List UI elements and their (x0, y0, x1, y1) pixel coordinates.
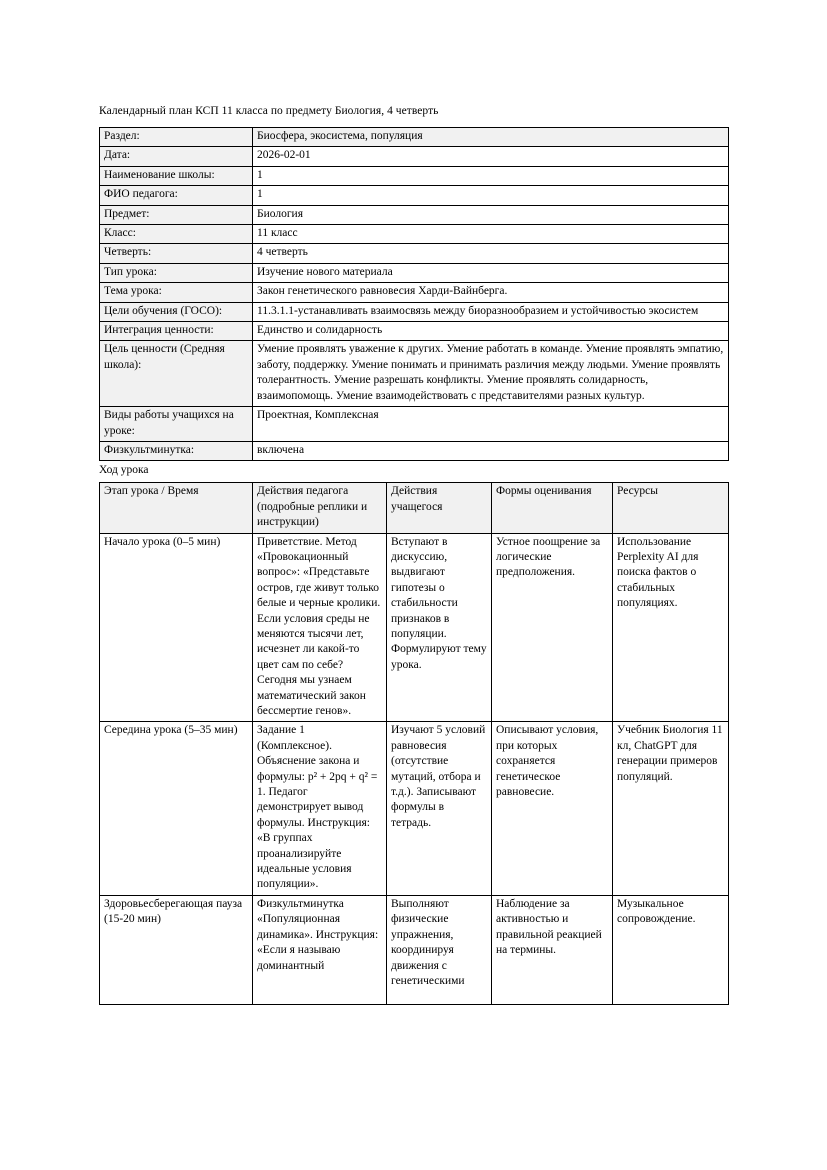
info-value: Умение проявлять уважение к других. Умение работать в команде. Умение проявлять эмпатию, заботу, поддержку. Умение понимать и принимать различия между людьми. Умение проявлять толерантность. Умение разрешать конфликты. Умение проявлять солидарность, взаимопомощь. Умение взаимодействовать с представителями разных культур. (253, 341, 729, 407)
cell-assessment: Наблюдение за активностью и правильной реакцией на термины. (492, 895, 613, 1004)
info-label: Тип урока: (100, 263, 253, 282)
info-value: 4 четверть (253, 244, 729, 263)
info-value: Биосфера, экосистема, популяция (253, 128, 729, 147)
table-row (100, 722, 729, 895)
cell-resources: Использование Perplexity AI для поиска фактов о стабильных популяциях. (613, 533, 729, 722)
info-label: Цели обучения (ГОСО): (100, 302, 253, 321)
info-value: 11.3.1.1-устанавливать взаимосвязь между биоразнообразием и устойчивостью экосистем (253, 302, 729, 321)
info-label: Предмет: (100, 205, 253, 224)
info-value: Закон генетического равновесия Харди-Вайнберга. (253, 283, 729, 302)
info-label: Четверть: (100, 244, 253, 263)
info-value: 11 класс (253, 225, 729, 244)
table-row (100, 341, 729, 407)
table-row (100, 302, 729, 321)
info-label: Тема урока: (100, 283, 253, 302)
column-header-assessment: Формы оценивания (492, 483, 613, 533)
cell-stage: Начало урока (0–5 мин) (100, 533, 253, 722)
lesson-flow-header (100, 483, 729, 533)
table-row (100, 244, 729, 263)
info-label: Физкультминутка: (100, 441, 253, 460)
lesson-flow-caption: Ход урока (99, 464, 149, 477)
cell-assessment: Устное поощрение за логические предположения. (492, 533, 613, 722)
table-row (100, 322, 729, 341)
cell-student-actions: Выполняют физические упражнения, координируя движения с генетическими (387, 895, 492, 1004)
column-header-resources: Ресурсы (613, 483, 729, 533)
cell-stage: Середина урока (5–35 мин) (100, 722, 253, 895)
document-content (99, 104, 728, 1005)
cell-resources: Музыкальное сопровождение. (613, 895, 729, 1004)
table-row (100, 205, 729, 224)
info-label: Дата: (100, 147, 253, 166)
info-value: Биология (253, 205, 729, 224)
lesson-info-body (100, 128, 729, 461)
table-row (100, 263, 729, 282)
table-header-row (100, 483, 729, 533)
table-row (100, 225, 729, 244)
info-label: Цель ценности (Средняя школа): (100, 341, 253, 407)
info-value: 1 (253, 186, 729, 205)
teacher-actions-text: Задание 1 (Комплексное). Объяснение закона и формулы: p² + 2pq + q² = 1. Педагог демонстрирует вывод формулы. Инструкция: «В группах проанализируйте идеальные условия популяции». (257, 724, 378, 891)
lesson-flow-table (99, 482, 729, 1005)
cell-teacher-actions (253, 722, 387, 895)
table-row (100, 186, 729, 205)
info-value: Проектная, Комплексная (253, 407, 729, 442)
lesson-info-table (99, 127, 729, 461)
table-row (100, 895, 729, 1004)
info-value: 2026-02-01 (253, 147, 729, 166)
info-value: 1 (253, 166, 729, 185)
cell-student-actions: Вступают в дискуссию, выдвигают гипотезы о стабильности признаков в популяции. Формулируют тему урока. (387, 533, 492, 722)
table-row (100, 407, 729, 442)
table-row (100, 441, 729, 460)
cell-stage: Здоровьесберегающая пауза (15-20 мин) (100, 895, 253, 1004)
info-label: Класс: (100, 225, 253, 244)
page-title: Календарный план КСП 11 класса по предмету Биология, 4 четверть (99, 105, 439, 117)
info-label: ФИО педагога: (100, 186, 253, 205)
column-header-student-actions: Действия учащегося (387, 483, 492, 533)
table-row (100, 147, 729, 166)
cell-student-actions: Изучают 5 условий равновесия (отсутствие мутаций, отбора и т.д.). Записывают формулы в тетрадь. (387, 722, 492, 895)
info-label: Раздел: (100, 128, 253, 147)
cell-assessment: Описывают условия, при которых сохраняется генетическое равновесие. (492, 722, 613, 895)
cell-resources: Учебник Биология 11 кл, ChatGPT для генерации примеров популяций. (613, 722, 729, 895)
info-label: Интеграция ценности: (100, 322, 253, 341)
table-row (100, 128, 729, 147)
info-value: включена (253, 441, 729, 460)
cell-teacher-actions: Приветствие. Метод «Провокационный вопрос»: «Представьте остров, где живут только белые и черные кролики. Если условия среды не меняются тысячи лет, исчезнет ли какой-то цвет сам по себе? Сегодня мы узнаем математический закон бессмертие генов». (253, 533, 387, 722)
table-row (100, 166, 729, 185)
info-value: Единство и солидарность (253, 322, 729, 341)
info-value: Изучение нового материала (253, 263, 729, 282)
lesson-flow-body (100, 533, 729, 1004)
table-row (100, 283, 729, 302)
info-label: Наименование школы: (100, 166, 253, 185)
info-label: Виды работы учащихся на уроке: (100, 407, 253, 442)
column-header-stage: Этап урока / Время (100, 483, 253, 533)
cell-teacher-actions: Физкультминутка «Популяционная динамика». Инструкция: «Если я называю доминантный (253, 895, 387, 1004)
table-row (100, 533, 729, 722)
column-header-teacher-actions: Действия педагога (подробные реплики и инструкции) (253, 483, 387, 533)
